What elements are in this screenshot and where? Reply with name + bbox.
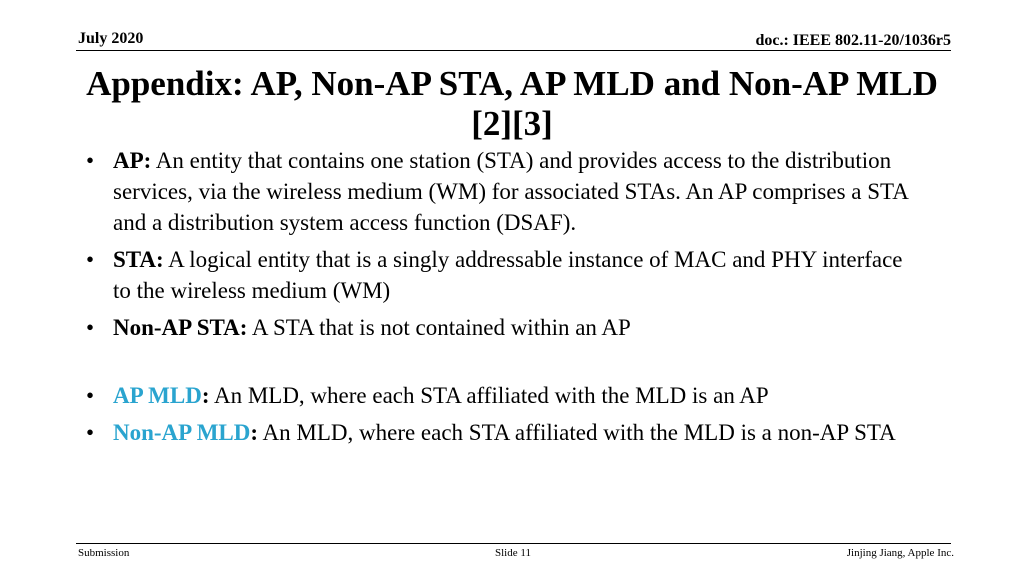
definition-text: An MLD, where each STA affiliated with the MLD is an AP — [209, 383, 769, 408]
footer-submission: Submission — [78, 547, 130, 559]
definition-item-ap — [86, 145, 916, 238]
definition-text: A STA that is not contained within an AP — [247, 315, 631, 340]
definition-colon: : — [250, 420, 259, 445]
footer-author: Jinjing Jiang, Apple Inc. — [846, 547, 954, 559]
definition-term: Non-AP MLD — [113, 420, 251, 445]
bullet-icon: • — [86, 148, 95, 173]
definition-text: An entity that contains one station (STA) and provides access to the distribution services, via the wireless medium (WM) for associated STAs. An AP comprises a STA and a distribution system access function (DSAF). — [113, 148, 908, 235]
definition-term: STA: — [113, 247, 164, 272]
bullet-icon: • — [86, 383, 95, 408]
definition-item-ap-mld — [86, 380, 916, 411]
bullet-icon: • — [86, 420, 95, 445]
definition-list — [86, 145, 916, 454]
header-doc-id: doc.: IEEE 802.11-20/1036r5 — [755, 32, 951, 49]
slide-title-line1: Appendix: AP, Non-AP STA, AP MLD and Non-AP MLD — [86, 64, 938, 103]
definition-text: A logical entity that is a singly addressable instance of MAC and PHY interface to the wireless medium (WM) — [113, 247, 903, 303]
definition-item-sta — [86, 244, 916, 306]
definition-term: Non-AP STA: — [113, 315, 248, 340]
definition-term: AP MLD — [113, 383, 202, 408]
bullet-icon: • — [86, 315, 95, 340]
definition-text: An MLD, where each STA affiliated with the MLD is a non-AP STA — [258, 420, 896, 445]
footer-slide-number: Slide 11 — [495, 547, 531, 559]
bullet-icon: • — [86, 247, 95, 272]
header-divider — [76, 50, 951, 51]
definition-item-non-ap-mld — [86, 417, 916, 448]
definition-term: AP: — [113, 148, 152, 173]
header-date: July 2020 — [78, 30, 144, 47]
definition-item-non-ap-sta — [86, 312, 916, 343]
footer-divider — [76, 543, 951, 544]
slide-title — [70, 64, 954, 144]
slide-title-line2: [2][3] — [471, 104, 553, 143]
definition-colon: : — [201, 383, 210, 408]
